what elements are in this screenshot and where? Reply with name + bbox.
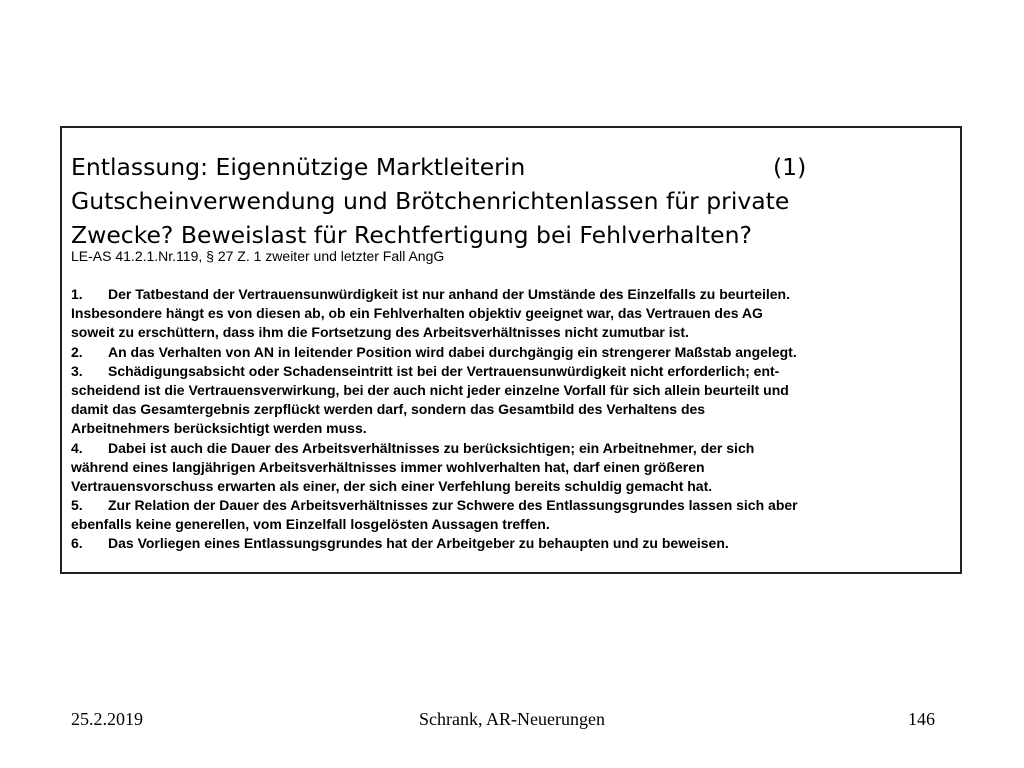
title-line: Gutscheinverwendung und Brötchenrichtenlassen für private <box>71 187 790 215</box>
item-number: 3. <box>71 362 83 379</box>
title-line: Zwecke? Beweislast für Rechtfertigung bei Fehlverhalten? <box>71 221 753 249</box>
item-text: Dabei ist auch die Dauer des Arbeitsverhältnisses zu berücksichtigen; ein Arbeitnehmer, der sich <box>108 439 755 456</box>
item-text: scheidend ist die Vertrauensverwirkung, bei der auch nicht jeder einzelne Vorfall für sich allein beurteilt und <box>71 381 789 398</box>
title-number: (1) <box>773 153 807 181</box>
item-text: damit das Gesamtergebnis zerpflückt werden darf, sondern das Gesamtbild des Verhaltens des <box>71 401 706 418</box>
item-text: Vertrauensvorschuss erwarten als einer, der sich einer Verfehlung bereits schuldig gemacht hat. <box>71 477 713 494</box>
item-number: 1. <box>71 286 83 302</box>
item-text: Arbeitnehmers berücksichtigt werden muss. <box>71 420 367 437</box>
item-text: Zur Relation der Dauer des Arbeitsverhältnisses zur Schwere des Entlassungsgrundes lassen sich aber <box>108 497 798 514</box>
list-item <box>71 285 955 304</box>
page-number: 146 <box>908 709 935 729</box>
item-text: soweit zu erschüttern, dass ihm die Fortsetzung des Arbeitsverhältnisses nicht zumutbar ist. <box>71 324 689 341</box>
slide-title <box>71 150 951 252</box>
item-text: Das Vorliegen eines Entlassungsgrundes hat der Arbeitgeber zu behaupten und zu beweisen. <box>108 535 729 552</box>
item-text: ebenfalls keine generellen, vom Einzelfall losgelösten Aussagen treffen. <box>71 516 550 533</box>
list-item <box>71 362 955 381</box>
item-text: Der Tatbestand der Vertrauensunwürdigkeit ist nur anhand der Umstände des Einzelfalls zu beurteilen. <box>108 286 791 302</box>
legal-reference: LE-AS 41.2.1.Nr.119, § 27 Z. 1 zweiter und letzter Fall AngG <box>71 248 445 264</box>
footer-date: 25.2.2019 <box>71 709 143 729</box>
list-item <box>71 439 955 458</box>
footer-author: Schrank, AR-Neuerungen <box>419 709 605 729</box>
list-item <box>71 534 955 553</box>
item-number: 2. <box>71 343 83 360</box>
item-text: Insbesondere hängt es von diesen ab, ob ein Fehlverhalten objektiv geeignet war, das Vertrauen des AG <box>71 305 763 322</box>
item-text: während eines langjährigen Arbeitsverhältnisses immer wohlverhalten hat, darf einen größeren <box>71 458 705 475</box>
item-text: Schädigungsabsicht oder Schadenseintritt ist bei der Vertrauensunwürdigkeit nicht erforderlich; ent- <box>108 362 780 379</box>
list-item <box>71 496 955 515</box>
item-text: An das Verhalten von AN in leitender Position wird dabei durchgängig ein strengerer Maßstab angelegt. <box>108 343 797 360</box>
item-number: 5. <box>71 497 83 514</box>
guideline-list <box>71 285 955 554</box>
item-number: 6. <box>71 535 83 552</box>
list-item <box>71 343 955 362</box>
title-line: Entlassung: Eigennützige Marktleiterin <box>71 153 526 181</box>
item-number: 4. <box>71 439 83 456</box>
